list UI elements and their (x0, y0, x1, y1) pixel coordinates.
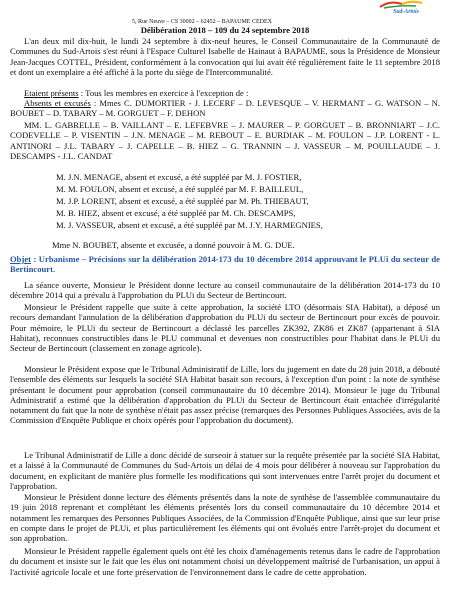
absents-label: Absents et excusés (24, 98, 91, 108)
objet-text: : Urbanisme – Précisions sur la délibération 2014-173 du 10 décembre 2014 approuvant le PLUi du secteur de Bertincourt. (10, 254, 440, 275)
proxy-line: M. B. HIEZ, absent et excusé, a été suppléé par M. Ch. DESCAMPS, (56, 208, 296, 218)
presents-label: Etaient présents (24, 88, 79, 98)
paragraph-recours: Monsieur le Président rappelle que suite à cette approbation, la société LTO (désormais SIA Habitat), a déposé un recours demandant l'annulation de la délibération d'approbation du PLUi du secteur de Bertincourt pour excès de pouvoir. Pour mémoire, le PLUi du secteur de Bertincourt a déclassé les parcelles ZK392, ZK86 et ZK87 (appartenant à SIA Habitat), reconnues constructibles dans le PLU communal et devenues non constructibles pour l'habitat dans le PLUi du Secteur de Bertincourt (classement en zonage agricole). (10, 302, 440, 354)
paragraph-note-synthese: Monsieur le Président donne lecture des éléments présentés dans la note de synthèse de l'assemblée communautaire du 19 juin 2018 reprenant et complétant les éléments présentés lors du conseil communautaire du 10 décembre 2014 et notamment les remarques des Personnes Publiques Associées, de la Commission d'Enquête Publique, ainsi que sur leur prise en compte dans le projet de PLUi, et plus particulièrement les éléments qui ont évolués entre l'arrêt-projet du document et son approbation. (10, 492, 440, 544)
proxy-line: M. J. VASSEUR, absent et excusé, a été suppléé par M. J.Y. HARMEGNIES, (56, 220, 323, 230)
address: 5, Rue Neuve – CS 30002 – 62452 – BAPAUME CEDEX (132, 19, 272, 25)
paragraph-choix: Monsieur le Président rappelle également quels ont été les choix d'aménagements retenus dans le cadre de l'approbation du document et insiste sur le fait que les élus ont notamment choisi un développement maîtrisé de l'urbanisation, un appui à l'activité agricole locale et une forte préservation de l'environnement dans le cadre de cette approbation. (10, 546, 440, 577)
mm-absents-paragraph: MM. L. GABRELLE – B. VAILLANT – E. LEFEBVRE – J. MAURER – P. GORGUET – B. BRONNIART – J.C. CODEVELLE – P. VISENTIN – J.N. MENAGE – M. REBOUT – E. BURDIAK – M. FOULON – J.P. LORENT - L. ANTINORI – J.L. TABARY – J. CAPELLE – B. HIEZ – G. TRANNIN – J. VASSEUR – M. POUILLAUDE – J. DESCAMPS - J.L. CANDAT (10, 120, 440, 161)
proxy-line: M. J.P. LORENT, absent et excusé, a été suppléé par M. Ph. THIEBAUT, (56, 196, 309, 206)
logo-text: Sud-Artois (393, 9, 419, 14)
pouvoir-line: Mme N. BOUBET, absente et excusée, a donné pouvoir à M. G. DUE. (52, 240, 295, 250)
paragraph-seance: La séance ouverte, Monsieur le Président donne lecture au conseil communautaire de la délibération 2014-173 du 10 décembre 2014 qui a prévalu à l'approbation du PLUi du Secteur de Bertincourt. (10, 280, 440, 301)
proxy-line: M. J.N. MENAGE, absent et excusé, a été suppléé par M. J. FOSTIER, (56, 172, 302, 182)
absents-list: : Mmes C. DUMORTIER - J. LECERF – D. LEVESQUE – V. HERMANT – G. WATSON – N. BOUBET – D. TABARY – M. GORGUET – F. DEHON (10, 98, 440, 119)
sud-artois-logo (376, 0, 436, 14)
paragraph-tribunal: Monsieur le Président expose que le Tribunal Administratif de Lille, lors du jugement en date du 28 juin 2018, a débouté l'ensemble des éléments sur lesquels la société SIA Habitat basait son recours, à l'exception d'un point : la note de synthèse présentant le document pour approbation (conseil communautaire du 10 décembre 2014). Monsieur le juge du Tribunal Administratif a estimé que la délibération d'approbation du PLUi du Secteur de Bertincourt était entachée d'irrégularité notamment du fait que la note de synthèse n'était pas assez précise (remarques des Personnes Publiques Associées, avis de la Commission d'Enquête Publique et choix opérés pour l'approbation du document). (10, 364, 440, 426)
presents-line (24, 88, 440, 98)
paragraph-sursis: Le Tribunal Administratif de Lille a donc décidé de surseoir à statuer sur la requête présentée par la société SIA Habitat, et a laissé à la Communauté de Communes du Sud-Artois un délai de 4 mois pour délibérer à nouveau sur l'approbation du document, en explicitant de manière plus formelle les modifications qui sont intervenues entre l'arrêt projet du document et l'approbation. (10, 450, 440, 491)
proxy-line: M. M. FOULON, absent et excusé, a été suppléé par M. F. BAILLEUL, (56, 184, 304, 194)
objet-heading (10, 254, 440, 275)
intro-paragraph: L'an deux mil dix-huit, le lundi 24 septembre à dix-neuf heures, le Conseil Communautaire de la Communauté de Communes du Sud-Artois s'est réuni à l'Espace Culturel Isabelle de Hainaut à BAPAUME, sous la Présidence de Monsieur Jean-Jacques COTTEL, Président, conformément à la convocation qui lui avait été régulièrement faite le 11 septembre 2018 et dont un exemplaire a été affiché à la porte du siège de l'Intercommunalité. (10, 36, 440, 77)
objet-label: Objet (10, 254, 32, 264)
presents-text: : Tous les membres en exercice à l'exception de : (78, 88, 249, 98)
deliberation-number: Délibération 2018 – 109 du 24 septembre 2018 (140, 25, 310, 35)
absents-paragraph (10, 98, 440, 119)
